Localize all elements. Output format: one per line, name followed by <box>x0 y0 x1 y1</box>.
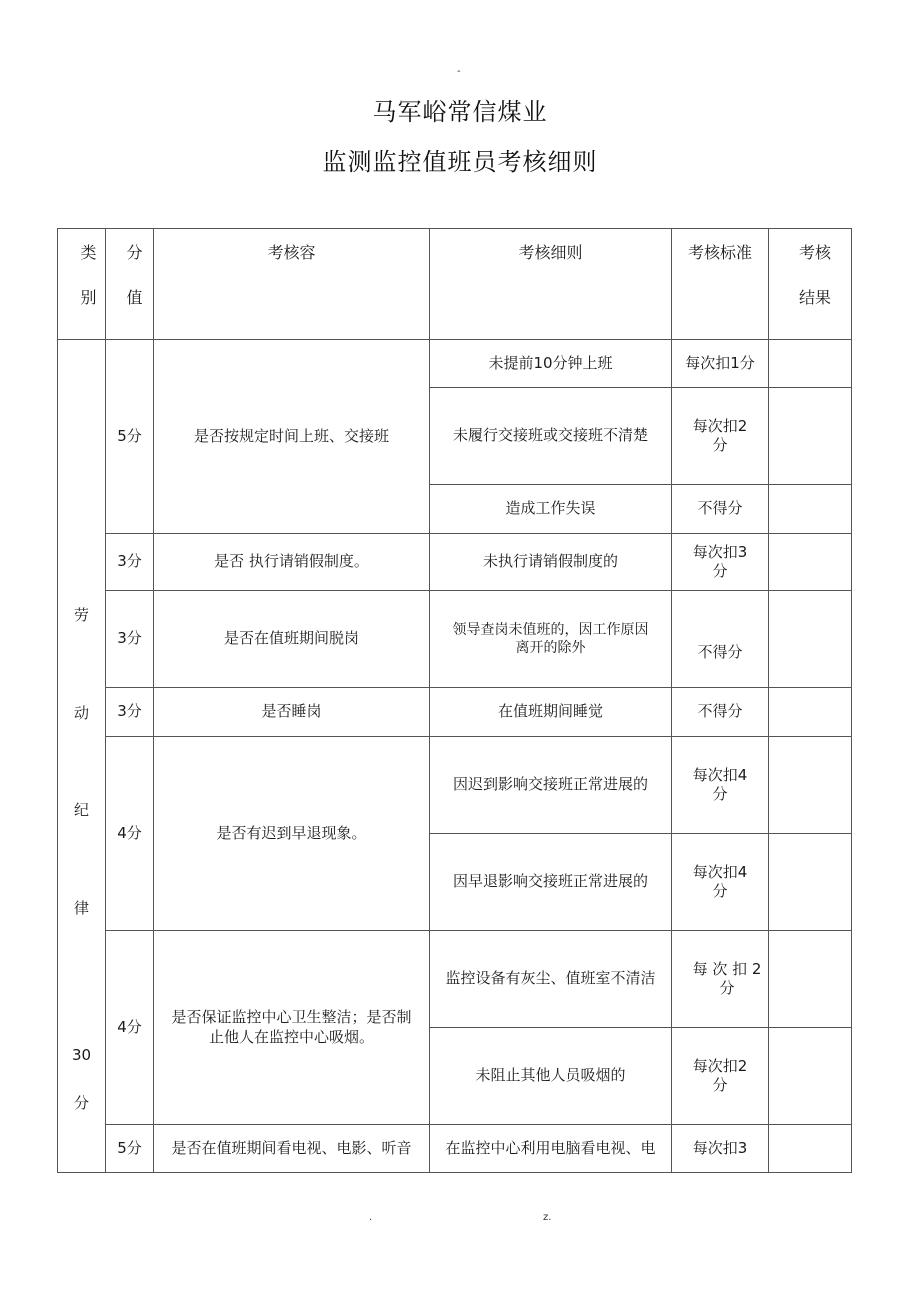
result-cell <box>769 1028 852 1125</box>
standard-cell: 每次扣4 分 <box>672 737 769 834</box>
content-cell: 是否保证监控中心卫生整洁；是否制 止他人在监控中心吸烟。 <box>154 931 430 1125</box>
standard-cell: 每次扣2 分 <box>672 388 769 485</box>
standard-cell: 每次扣3 分 <box>672 534 769 591</box>
result-cell <box>769 737 852 834</box>
score-cell: 4分 <box>106 737 154 931</box>
detail-cell: 在值班期间睡觉 <box>430 688 672 737</box>
table-row <box>58 688 852 737</box>
standard-cell: 每次扣4 分 <box>672 834 769 931</box>
result-cell <box>769 485 852 534</box>
detail-cell: 未履行交接班或交接班不清楚 <box>430 388 672 485</box>
standard-cell: 不得分 <box>672 688 769 737</box>
header-content: 考核容 <box>154 229 430 340</box>
top-mark: - <box>457 66 461 77</box>
standard-cell: 每 次 扣 2 分 <box>672 931 769 1028</box>
header-score: 分 值 <box>106 229 154 340</box>
detail-cell: 领导查岗未值班的，因工作原因 离开的除外 <box>430 591 672 688</box>
detail-cell: 未执行请销假制度的 <box>430 534 672 591</box>
score-cell: 3分 <box>106 591 154 688</box>
detail-cell: 因迟到影响交接班正常进展的 <box>430 737 672 834</box>
standard-cell: 每次扣2 分 <box>672 1028 769 1125</box>
standard-cell: 不得分 <box>672 591 769 688</box>
result-cell <box>769 591 852 688</box>
header-standard: 考核标准 <box>672 229 769 340</box>
header-result: 考核 结果 <box>769 229 852 340</box>
standard-cell: 每次扣1分 <box>672 340 769 388</box>
result-cell <box>769 388 852 485</box>
document-title-company: 马军峪常信煤业 <box>372 98 548 126</box>
table-row <box>58 340 852 388</box>
standard-cell: 每次扣3 <box>672 1125 769 1173</box>
score-cell: 3分 <box>106 688 154 737</box>
score-cell: 5分 <box>106 1125 154 1173</box>
result-cell <box>769 931 852 1028</box>
result-cell <box>769 834 852 931</box>
content-cell: 是否睡岗 <box>154 688 430 737</box>
header-detail: 考核细则 <box>430 229 672 340</box>
footer-right-mark: z. <box>543 1212 552 1223</box>
score-cell: 5分 <box>106 340 154 534</box>
content-cell: 是否在值班期间脱岗 <box>154 591 430 688</box>
detail-cell: 造成工作失误 <box>430 485 672 534</box>
document-title-main: 监测监控值班员考核细则 <box>322 148 598 176</box>
table-row <box>58 591 852 688</box>
detail-cell: 因早退影响交接班正常进展的 <box>430 834 672 931</box>
score-cell: 4分 <box>106 931 154 1125</box>
table-row <box>58 534 852 591</box>
table-row <box>58 1125 852 1173</box>
standard-cell: 不得分 <box>672 485 769 534</box>
table-row <box>58 931 852 1028</box>
detail-cell: 监控设备有灰尘、值班室不清洁 <box>430 931 672 1028</box>
footer-left-mark: . <box>369 1212 373 1223</box>
content-cell: 是否有迟到早退现象。 <box>154 737 430 931</box>
detail-cell: 未阻止其他人员吸烟的 <box>430 1028 672 1125</box>
detail-cell: 在监控中心利用电脑看电视、电 <box>430 1125 672 1173</box>
result-cell <box>769 1125 852 1173</box>
assessment-table <box>57 228 852 1173</box>
table-header-row <box>58 229 852 340</box>
table-row <box>58 737 852 834</box>
result-cell <box>769 534 852 591</box>
header-category: 类 别 <box>58 229 106 340</box>
content-cell: 是否在值班期间看电视、电影、听音 <box>154 1125 430 1173</box>
category-cell: 劳 动 纪 律 30 分 <box>58 340 106 1173</box>
content-cell: 是否按规定时间上班、交接班 <box>154 340 430 534</box>
content-cell: 是否 执行请销假制度。 <box>154 534 430 591</box>
result-cell <box>769 688 852 737</box>
result-cell <box>769 340 852 388</box>
score-cell: 3分 <box>106 534 154 591</box>
detail-cell: 未提前10分钟上班 <box>430 340 672 388</box>
